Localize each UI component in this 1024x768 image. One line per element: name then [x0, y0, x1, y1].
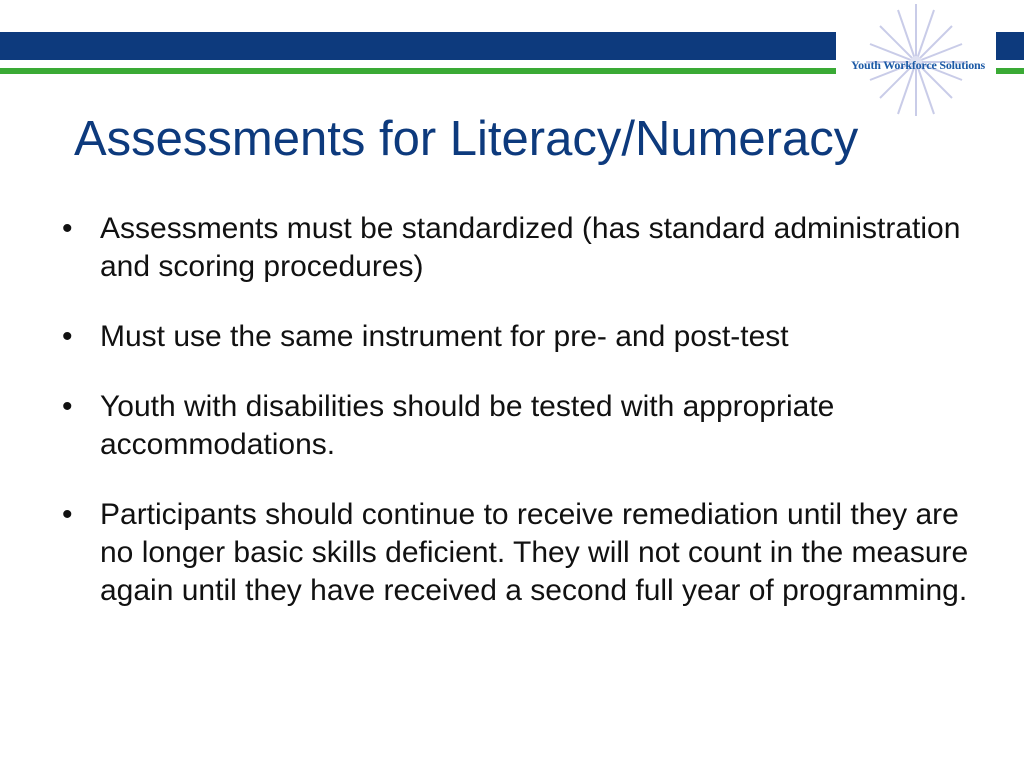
list-item: [58, 388, 988, 464]
header-bar-green: [0, 68, 836, 74]
logo-text: Youth Workforce Solutions: [851, 58, 985, 72]
bullet-text: Youth with disabilities should be tested with appropriate accommodations.: [100, 390, 835, 461]
list-item: [58, 318, 988, 356]
header-bar-blue: [0, 32, 836, 60]
bullet-icon: •: [62, 320, 73, 353]
bullet-text: Assessments must be standardized (has standard administration and scoring procedures): [100, 212, 961, 283]
bullet-text: Must use the same instrument for pre- and post-test: [100, 320, 789, 353]
header-bar-green-right: [996, 68, 1024, 74]
list-item: [58, 210, 988, 286]
bullet-icon: •: [62, 212, 73, 245]
logo: [836, 0, 996, 118]
bullet-list: [58, 210, 988, 642]
slide-title: Assessments for Literacy/Numeracy: [74, 112, 859, 166]
header-bar-blue-right: [996, 32, 1024, 60]
bullet-icon: •: [62, 390, 73, 423]
bullet-icon: •: [62, 498, 73, 531]
list-item: [58, 496, 988, 610]
bullet-text: Participants should continue to receive remediation until they are no longer basic skills deficient. They will not count in the measure again until they have received a second full year of programming.: [100, 498, 969, 607]
